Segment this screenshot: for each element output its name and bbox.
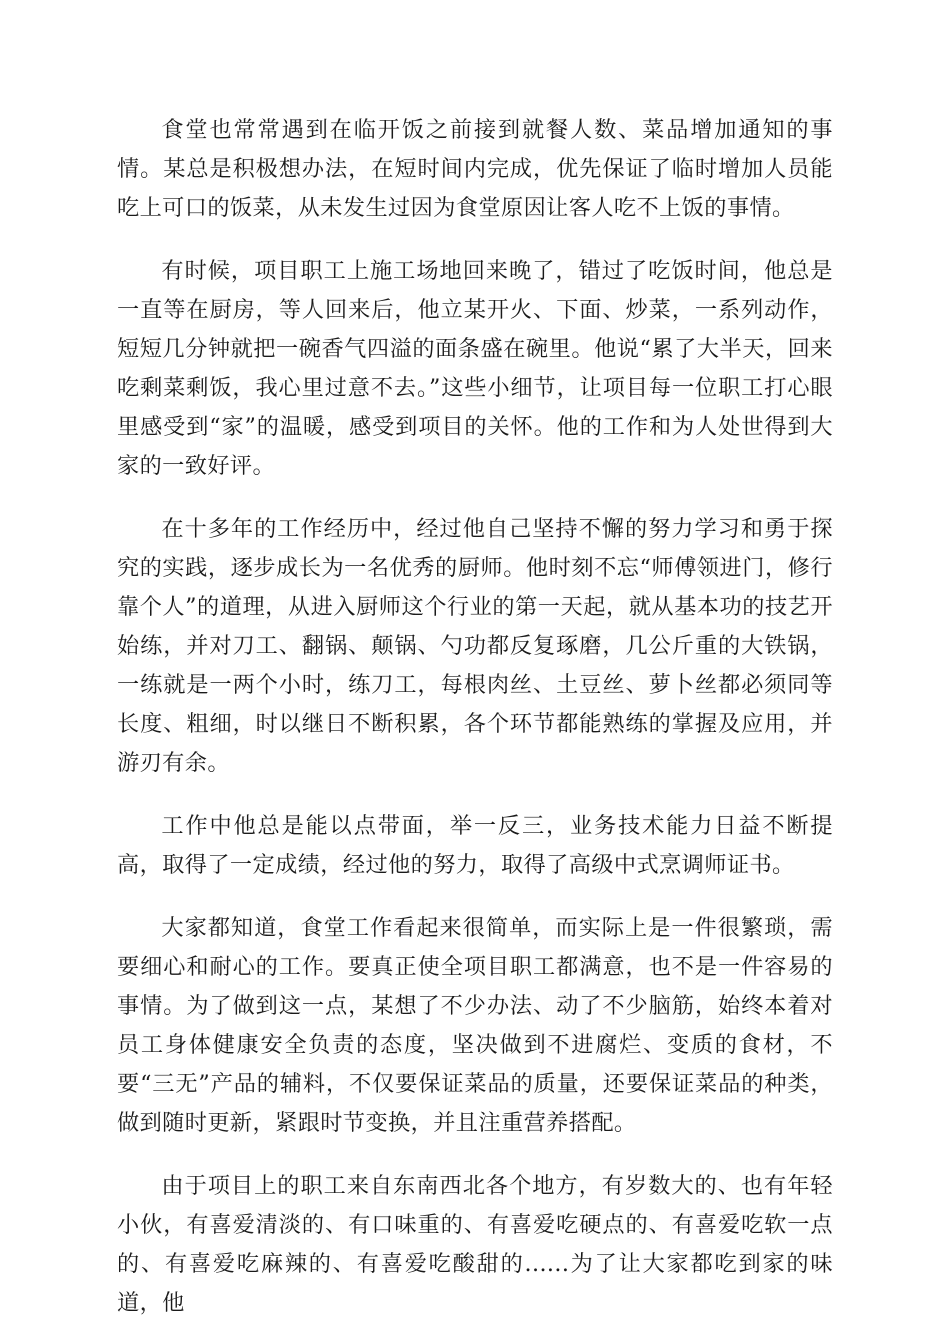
- document-body: [117, 111, 833, 1323]
- paragraph-6: 由于项目上的职工来自东南西北各个地方，有岁数大的、也有年轻小伙，有喜爱清淡的、有口味重的、有喜爱吃硬点的、有喜爱吃软一点的、有喜爱吃麻辣的、有喜爱吃酸甜的......为了让大家都吃到家的味道，他: [117, 1173, 833, 1316]
- paragraph-5: 大家都知道，食堂工作看起来很简单，而实际上是一件很繁琐，需要细心和耐心的工作。要真正使全项目职工都满意，也不是一件容易的事情。为了做到这一点，某想了不少办法、动了不少脑筋，始终本着对员工身体健康安全负责的态度，坚决做到不进腐烂、变质的食材，不要“三无”产品的辅料，不仅要保证菜品的质量，还要保证菜品的种类，做到随时更新，紧跟时节变换，并且注重营养搭配。: [117, 915, 833, 1136]
- paragraph-1: 食堂也常常遇到在临开饭之前接到就餐人数、菜品增加通知的事情。某总是积极想办法，在短时间内完成，优先保证了临时增加人员能吃上可口的饭菜，从未发生过因为食堂原因让客人吃不上饭的事情。: [117, 117, 833, 221]
- paragraph-4: 工作中他总是能以点带面，举一反三，业务技术能力日益不断提高，取得了一定成绩，经过他的努力，取得了高级中式烹调师证书。: [117, 813, 833, 878]
- paragraph-2: 有时候，项目职工上施工场地回来晚了，错过了吃饭时间，他总是一直等在厨房，等人回来后，他立某开火、下面、炒菜，一系列动作，短短几分钟就把一碗香气四溢的面条盛在碗里。他说“累了大半天，回来吃剩菜剩饭，我心里过意不去。”这些小细节，让项目每一位职工打心眼里感受到“家”的温暖，感受到项目的关怀。他的工作和为人处世得到大家的一致好评。: [117, 258, 833, 479]
- paragraph-3: 在十多年的工作经历中，经过他自己坚持不懈的努力学习和勇于探究的实践，逐步成长为一名优秀的厨师。他时刻不忘“师傅领进门，修行靠个人”的道理，从进入厨师这个行业的第一天起，就从基本功的技艺开始练，并对刀工、翻锅、颠锅、勺功都反复琢磨，几公斤重的大铁锅，一练就是一两个小时，练刀工，每根肉丝、土豆丝、萝卜丝都必须同等长度、粗细，时以继日不断积累，各个环节都能熟练的掌握及应用，并游刃有余。: [117, 516, 833, 776]
